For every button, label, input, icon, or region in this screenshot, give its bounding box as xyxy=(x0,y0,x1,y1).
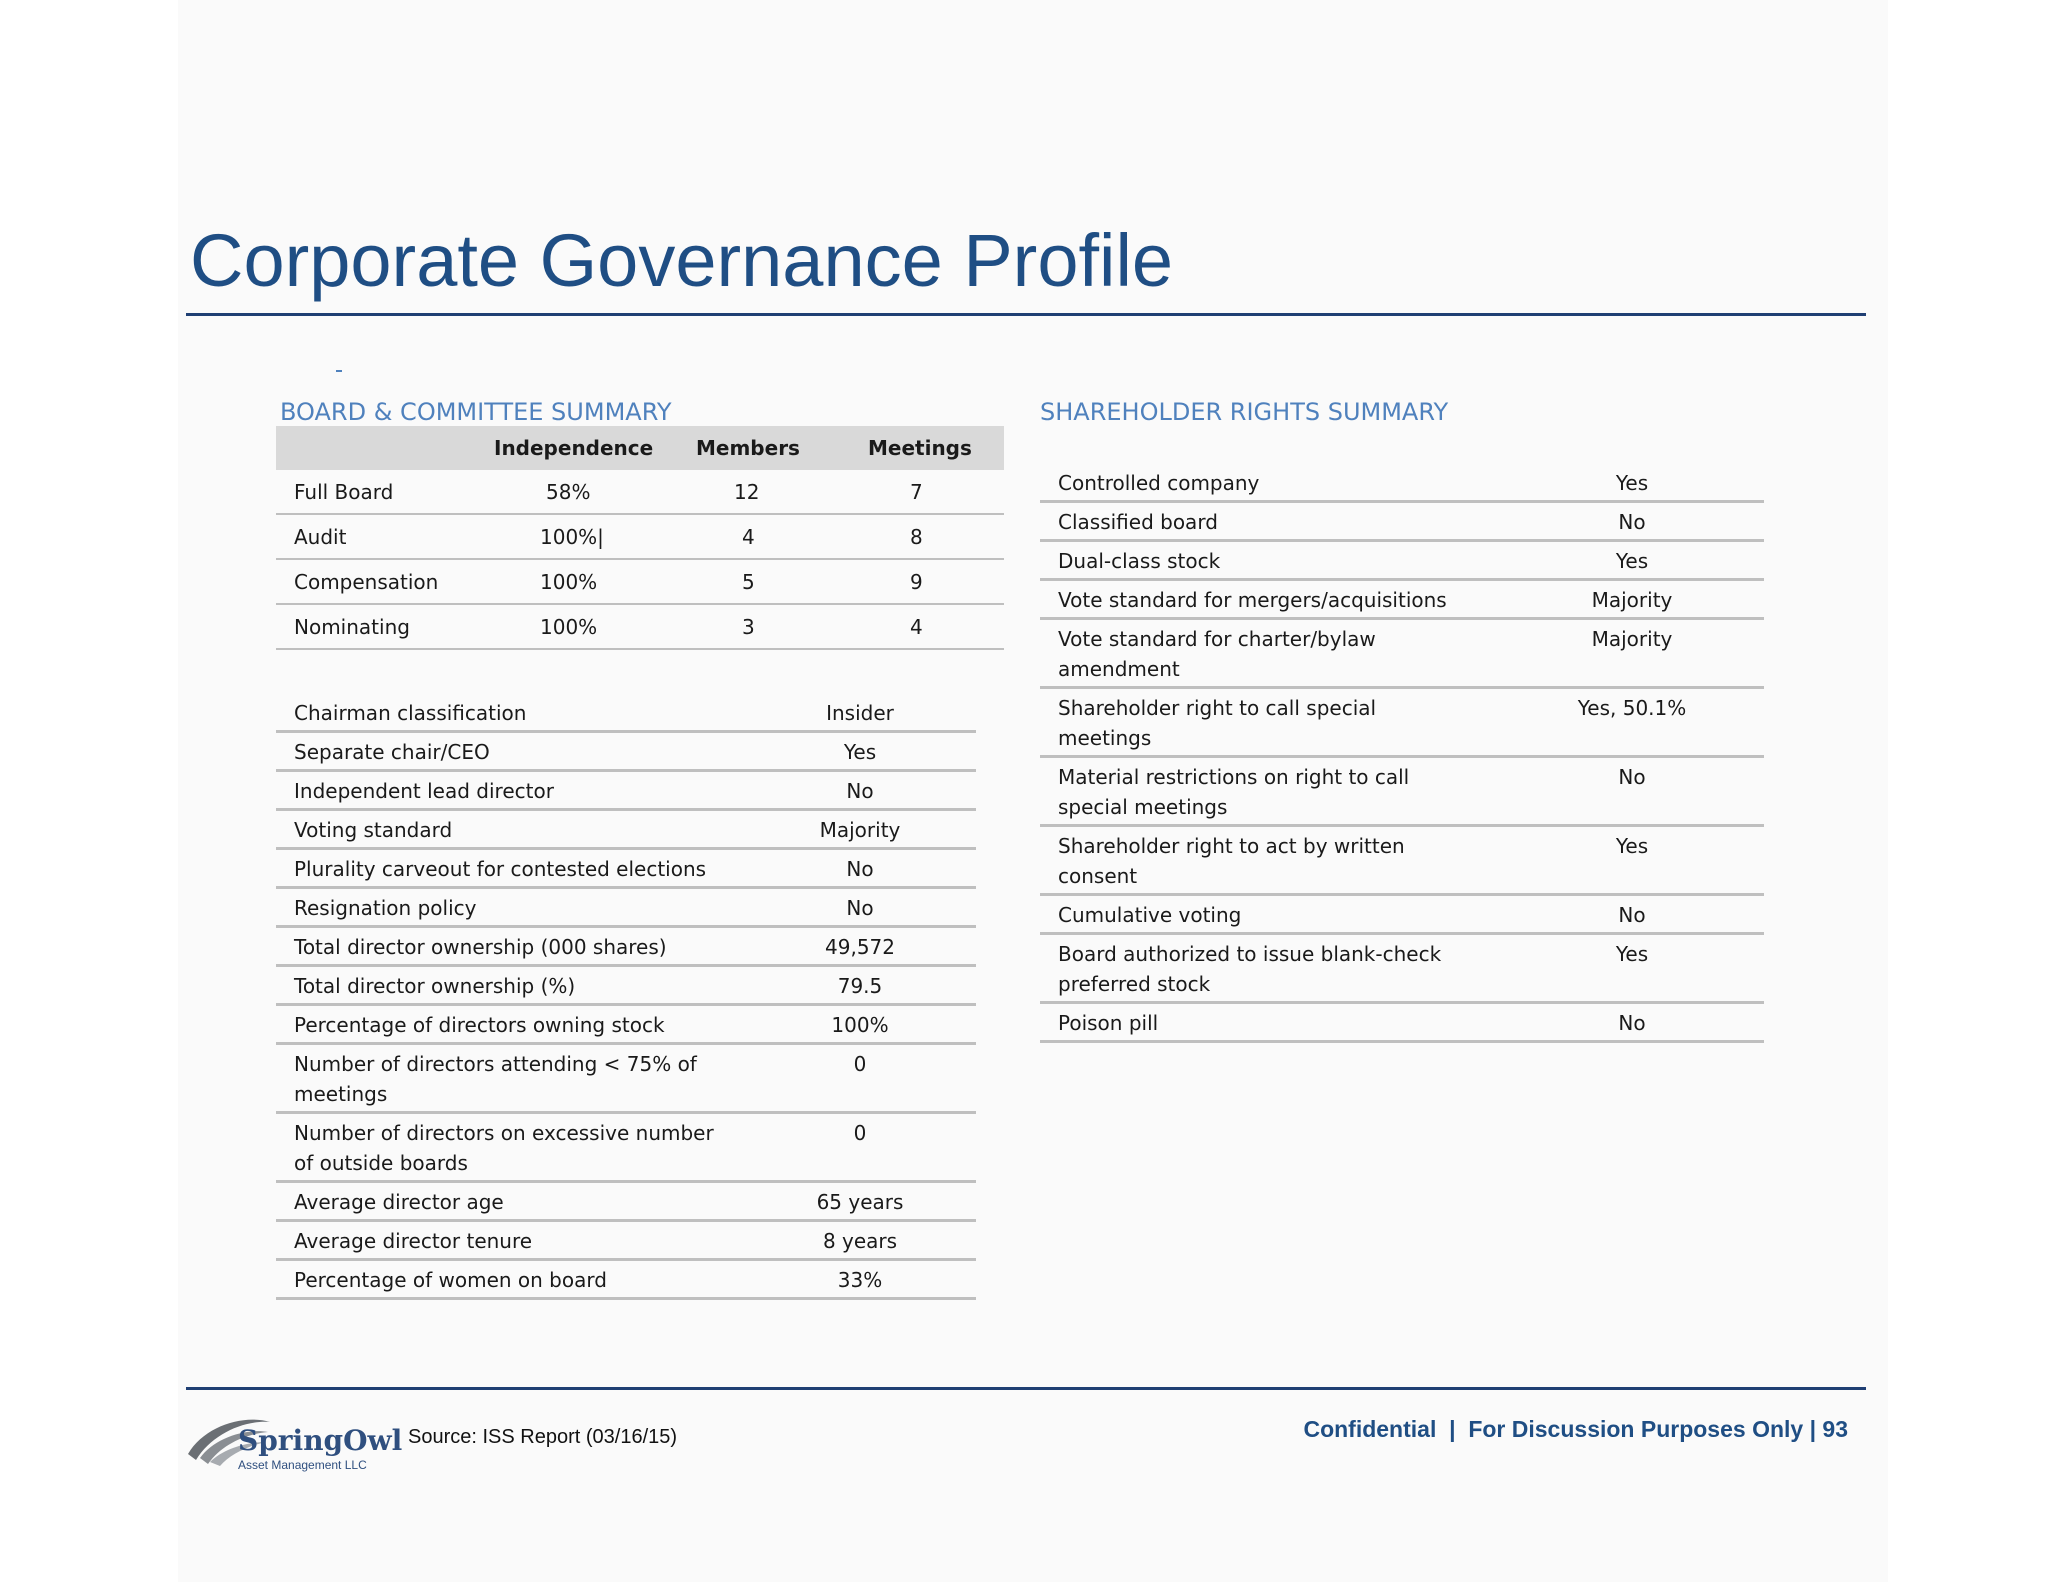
detail-label: Average director age xyxy=(294,1190,504,1214)
right-value: Yes xyxy=(1615,471,1649,495)
row-meetings: 4 xyxy=(910,615,923,639)
decorative-dash xyxy=(336,370,342,372)
right-label: Vote standard for mergers/acquisitions xyxy=(1058,588,1447,612)
list-item xyxy=(276,733,976,772)
board-committee-table xyxy=(276,426,1004,650)
right-value: No xyxy=(1618,510,1646,534)
table-row xyxy=(276,605,1004,650)
list-item xyxy=(276,1006,976,1045)
right-value: Yes xyxy=(1615,834,1649,858)
detail-label: Number of directors on excessive number of outside boards xyxy=(294,1121,714,1175)
right-label: Poison pill xyxy=(1058,1011,1159,1035)
detail-value: 8 years xyxy=(822,1229,898,1253)
logo-subtitle: Asset Management LLC xyxy=(238,1458,367,1472)
detail-label: Voting standard xyxy=(294,818,453,842)
list-item xyxy=(276,967,976,1006)
list-item xyxy=(276,1222,976,1261)
detail-label: Average director tenure xyxy=(294,1229,533,1253)
row-independence: 100%| xyxy=(540,525,604,549)
list-item xyxy=(276,811,976,850)
detail-value: 49,572 xyxy=(825,935,895,959)
title-divider xyxy=(186,313,1866,316)
right-value: No xyxy=(1618,765,1646,789)
list-item xyxy=(1040,503,1764,542)
row-name: Nominating xyxy=(294,615,410,639)
detail-value: Yes xyxy=(843,740,877,764)
board-table-header xyxy=(276,426,1004,470)
row-independence: 100% xyxy=(540,615,598,639)
table-row xyxy=(276,470,1004,515)
row-members: 5 xyxy=(742,570,755,594)
detail-label: Total director ownership (%) xyxy=(294,974,576,998)
list-item xyxy=(1040,1004,1764,1043)
detail-label: Resignation policy xyxy=(294,896,477,920)
list-item xyxy=(1040,758,1764,827)
list-item xyxy=(1040,542,1764,581)
list-item xyxy=(1040,896,1764,935)
list-item xyxy=(276,928,976,967)
detail-value: 0 xyxy=(853,1052,867,1076)
detail-value: 65 years xyxy=(816,1190,904,1214)
list-item xyxy=(1040,581,1764,620)
row-meetings: 9 xyxy=(910,570,923,594)
row-members: 4 xyxy=(742,525,755,549)
header-independence: Independence xyxy=(494,436,654,460)
row-meetings: 7 xyxy=(910,480,923,504)
detail-label: Total director ownership (000 shares) xyxy=(294,935,667,959)
detail-label: Separate chair/CEO xyxy=(294,740,490,764)
right-label: Shareholder right to call special meetings xyxy=(1058,696,1377,750)
list-item xyxy=(276,1261,976,1300)
table-row xyxy=(276,515,1004,560)
list-item xyxy=(1040,689,1764,758)
detail-label: Percentage of directors owning stock xyxy=(294,1013,665,1037)
table-row xyxy=(276,560,1004,605)
list-item xyxy=(276,772,976,811)
right-value: Majority xyxy=(1591,588,1673,612)
right-value: Majority xyxy=(1591,627,1673,651)
list-item xyxy=(276,1183,976,1222)
list-item xyxy=(276,1114,976,1183)
right-value: No xyxy=(1618,1011,1646,1035)
detail-label: Number of directors attending < 75% of meetings xyxy=(294,1052,697,1106)
detail-value: 100% xyxy=(831,1013,889,1037)
board-summary-title: BOARD & COMMITTEE SUMMARY xyxy=(280,398,672,426)
footer-divider xyxy=(186,1387,1866,1390)
right-value: Yes, 50.1% xyxy=(1577,696,1687,720)
right-label: Cumulative voting xyxy=(1058,903,1242,927)
right-value: Yes xyxy=(1615,942,1649,966)
shareholder-rights-title: SHAREHOLDER RIGHTS SUMMARY xyxy=(1040,398,1449,426)
detail-label: Chairman classification xyxy=(294,701,527,725)
detail-label: Independent lead director xyxy=(294,779,554,803)
row-name: Full Board xyxy=(294,480,394,504)
detail-value: Insider xyxy=(826,701,894,725)
confidential-note: Confidential | For Discussion Purposes Only | 93 xyxy=(1303,1416,1848,1442)
header-members: Members xyxy=(696,436,800,460)
detail-value: No xyxy=(846,857,874,881)
list-item xyxy=(1040,464,1764,503)
right-label: Board authorized to issue blank-check preferred stock xyxy=(1058,942,1442,996)
detail-value: 79.5 xyxy=(837,974,883,998)
page-title: Corporate Governance Profile xyxy=(190,219,1174,302)
header-meetings: Meetings xyxy=(868,436,972,460)
row-independence: 58% xyxy=(546,480,591,504)
detail-label: Percentage of women on board xyxy=(294,1268,607,1292)
row-independence: 100% xyxy=(540,570,598,594)
list-item xyxy=(1040,620,1764,689)
list-item xyxy=(276,850,976,889)
detail-value: 33% xyxy=(837,1268,883,1292)
logo-name: SpringOwl xyxy=(238,1424,403,1457)
row-members: 12 xyxy=(734,480,760,504)
detail-value: Majority xyxy=(819,818,901,842)
row-name: Audit xyxy=(294,525,347,549)
detail-value: No xyxy=(846,779,874,803)
detail-value: No xyxy=(846,896,874,920)
right-label: Classified board xyxy=(1058,510,1218,534)
row-meetings: 8 xyxy=(910,525,923,549)
row-members: 3 xyxy=(742,615,755,639)
board-details-table xyxy=(276,694,976,1300)
right-value: No xyxy=(1618,903,1646,927)
list-item xyxy=(276,694,976,733)
list-item xyxy=(1040,827,1764,896)
detail-value: 0 xyxy=(853,1121,867,1145)
right-label: Dual-class stock xyxy=(1058,549,1221,573)
right-value: Yes xyxy=(1615,549,1649,573)
detail-label: Plurality carveout for contested elections xyxy=(294,857,707,881)
right-label: Vote standard for charter/bylaw amendment xyxy=(1058,627,1376,681)
list-item xyxy=(1040,935,1764,1004)
shareholder-rights-table xyxy=(1040,464,1764,1043)
list-item xyxy=(276,889,976,928)
source-note: Source: ISS Report (03/16/15) xyxy=(408,1426,678,1448)
right-label: Shareholder right to act by written consent xyxy=(1058,834,1405,888)
right-label: Controlled company xyxy=(1058,471,1260,495)
right-label: Material restrictions on right to call special meetings xyxy=(1058,765,1410,819)
list-item xyxy=(276,1045,976,1114)
row-name: Compensation xyxy=(294,570,439,594)
